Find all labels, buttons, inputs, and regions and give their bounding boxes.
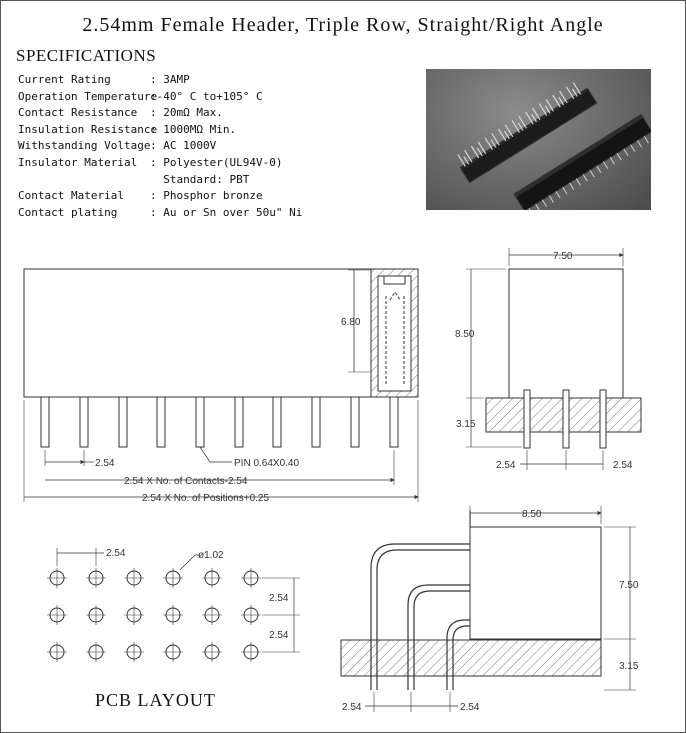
spec-value: : Polyester(UL94V-0) <box>150 155 283 169</box>
pcb-hole-label: ø1.02 <box>198 550 224 561</box>
front-height-label: 6.80 <box>341 317 361 328</box>
pcb-layout <box>47 548 300 662</box>
spec-value: : 3AMP <box>150 73 190 86</box>
spec-label: Operation Temperature <box>18 89 158 103</box>
right-angle-height-label: 7.50 <box>619 580 639 591</box>
spec-value: : 20mΩ Max. <box>150 106 223 120</box>
front-view-body <box>24 269 418 397</box>
pcb-row-pitch-1: 2.54 <box>269 593 289 604</box>
side-view <box>466 248 641 470</box>
spec-label: Current Rating <box>18 73 111 86</box>
spec-value: : 1000MΩ Min. <box>150 122 237 136</box>
specifications-heading: SPECIFICATIONS <box>16 46 157 65</box>
pcb-hole-crosshairs <box>47 568 261 662</box>
side-view-body <box>509 269 623 398</box>
side-pin-length-label: 3.15 <box>456 419 476 430</box>
right-angle-view <box>341 506 636 712</box>
right-angle-left-pitch-label: 2.54 <box>342 702 362 713</box>
pcb-layout-title: PCB LAYOUT <box>95 690 216 710</box>
right-angle-pcb <box>341 640 601 676</box>
side-right-pitch-label: 2.54 <box>613 460 633 471</box>
right-angle-right-pitch-label: 2.54 <box>460 702 480 713</box>
side-height-label: 8.50 <box>455 329 475 340</box>
right-angle-body <box>470 527 601 639</box>
spec-label: Contact plating <box>18 205 118 219</box>
spec-label: Withstanding Voltage <box>18 139 151 153</box>
spec-value: : AC 1000V <box>150 139 217 153</box>
pcb-row-pitch-2: 2.54 <box>269 630 289 641</box>
spec-label: Insulation Resistance <box>18 122 158 136</box>
front-view-pins <box>41 397 398 447</box>
front-pitch-label: 2.54 <box>95 458 115 469</box>
spec-value: : Au or Sn over 50u" Ni <box>150 205 303 219</box>
spec-label: Insulator Material <box>18 155 138 169</box>
side-left-pitch-label: 2.54 <box>496 460 516 471</box>
spec-value: Standard: PBT <box>150 172 250 186</box>
side-width-label: 7.50 <box>553 251 573 262</box>
front-view <box>24 269 418 502</box>
spec-label: Contact Resistance <box>18 106 138 120</box>
pcb-holes <box>50 571 258 659</box>
spec-label: Contact Material <box>18 189 124 203</box>
front-contacts-label: 2.54 X No. of Contacts-2.54 <box>124 476 248 487</box>
page-title: 2.54mm Female Header, Triple Row, Straight/Right Angle <box>82 14 604 36</box>
right-angle-pin-length-label: 3.15 <box>619 661 639 672</box>
spec-value: :-40° C to+105° C <box>150 89 263 103</box>
right-angle-length-label: 8.50 <box>522 509 542 520</box>
front-positions-label: 2.54 X No. of Positions+0.25 <box>142 493 270 504</box>
spec-value: : Phosphor bronze <box>150 189 263 203</box>
pcb-pitch-label: 2.54 <box>106 548 126 559</box>
front-pin-label: PIN 0.64X0.40 <box>234 458 300 469</box>
